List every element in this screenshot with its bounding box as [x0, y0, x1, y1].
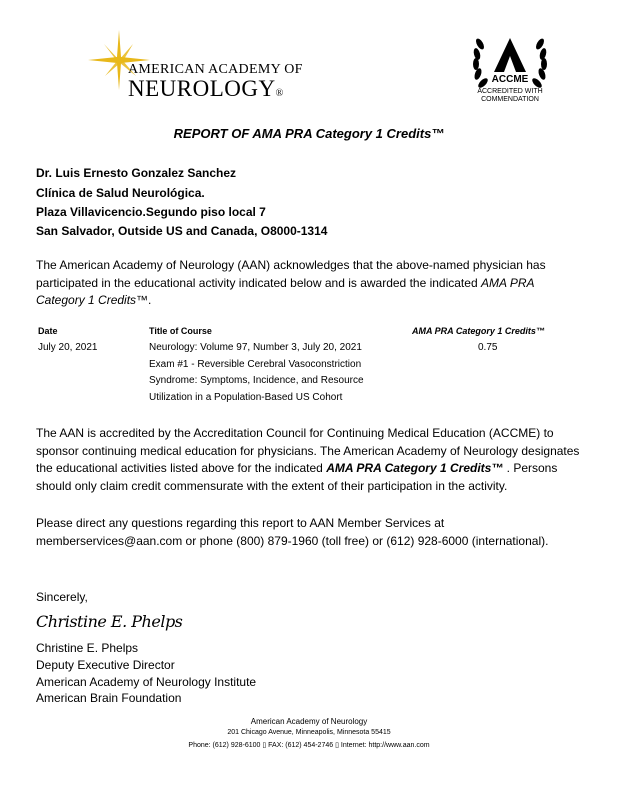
row-date: July 20, 2021: [38, 342, 98, 353]
registered-mark: ®: [275, 88, 284, 99]
table-header-date: Date: [38, 326, 58, 336]
report-title: REPORT OF AMA PRA Category 1 Credits™: [173, 126, 445, 141]
intro-paragraph: [36, 257, 584, 310]
aan-logo-line1: AMERICAN ACADEMY OF: [128, 62, 303, 77]
aan-logo: [88, 30, 303, 101]
signature: Christine E. Phelps: [36, 612, 183, 631]
accme-seal: [470, 34, 550, 110]
table-header-course: Title of Course: [149, 326, 212, 336]
footer-address: 201 Chicago Avenue, Minneapolis, Minnesota 55415: [227, 729, 391, 736]
row-course-line: Exam #1 - Reversible Cerebral Vasoconstriction: [149, 359, 362, 370]
accreditation-paragraph: [36, 425, 584, 495]
contact-line2: memberservices@aan.com or phone (800) 879-1960 (toll free) or (612) 928-6000 (international).: [36, 534, 549, 548]
accme-sub2: COMMENDATION: [481, 96, 539, 103]
signer-org2: American Brain Foundation: [36, 691, 182, 705]
accme-name: ACCME: [491, 74, 529, 85]
footer-phone: Phone: (612) 928-6100 ▯ FAX: (612) 454-2746 ▯ Internet: http://www.aan.com: [188, 742, 430, 749]
accreditation-end: . Persons should only claim credit commensurate with the extent of their participation in the activity.: [36, 461, 558, 493]
signer-org1: American Academy of Neurology Institute: [36, 675, 257, 689]
signer-name: Christine E. Phelps: [36, 641, 139, 655]
row-course-line: Utilization in a Population-Based US Cohort: [149, 392, 343, 403]
row-course-line: Neurology: Volume 97, Number 3, July 20, 2021: [149, 342, 362, 353]
intro-credit-name: AMA PRA Category 1 Credits™: [36, 275, 535, 307]
table-header-credits: AMA PRA Category 1 Credits™: [412, 326, 545, 336]
footer-org: American Academy of Neurology: [250, 717, 368, 726]
row-credits: 0.75: [478, 342, 498, 353]
aan-logo-word: NEUROLOGY: [128, 76, 276, 101]
closing: Sincerely,: [36, 590, 88, 604]
recipient-name: Dr. Luis Ernesto Gonzalez Sanchez: [36, 166, 237, 180]
contact-line1: Please direct any questions regarding this report to AAN Member Services at: [36, 516, 445, 530]
recipient-street: Plaza Villavicencio.Segundo piso local 7: [36, 205, 266, 219]
accme-sub1: ACCREDITED WITH: [477, 88, 543, 95]
accreditation-text: The AAN is accredited by the Accreditation Council for Continuing Medical Education (ACCME) to sponsor continuing medical education for physicians. The American Academy of Neurology designates the educational activities listed above for the indicated: [36, 426, 580, 475]
signer-title: Deputy Executive Director: [36, 658, 175, 672]
recipient-org: Clínica de Salud Neurológica.: [36, 186, 205, 200]
intro-end: .: [148, 293, 152, 307]
accreditation-credit-name: AMA PRA Category 1 Credits™: [326, 461, 504, 475]
aan-logo-line2: [128, 76, 284, 102]
recipient-city: San Salvador, Outside US and Canada, O8000-1314: [36, 224, 328, 238]
intro-text: The American Academy of Neurology (AAN) acknowledges that the above-named physician has participated in the educational activity indicated below and is awarded the indicated: [36, 258, 546, 290]
row-course-line: Syndrome: Symptoms, Incidence, and Resource: [149, 375, 364, 386]
